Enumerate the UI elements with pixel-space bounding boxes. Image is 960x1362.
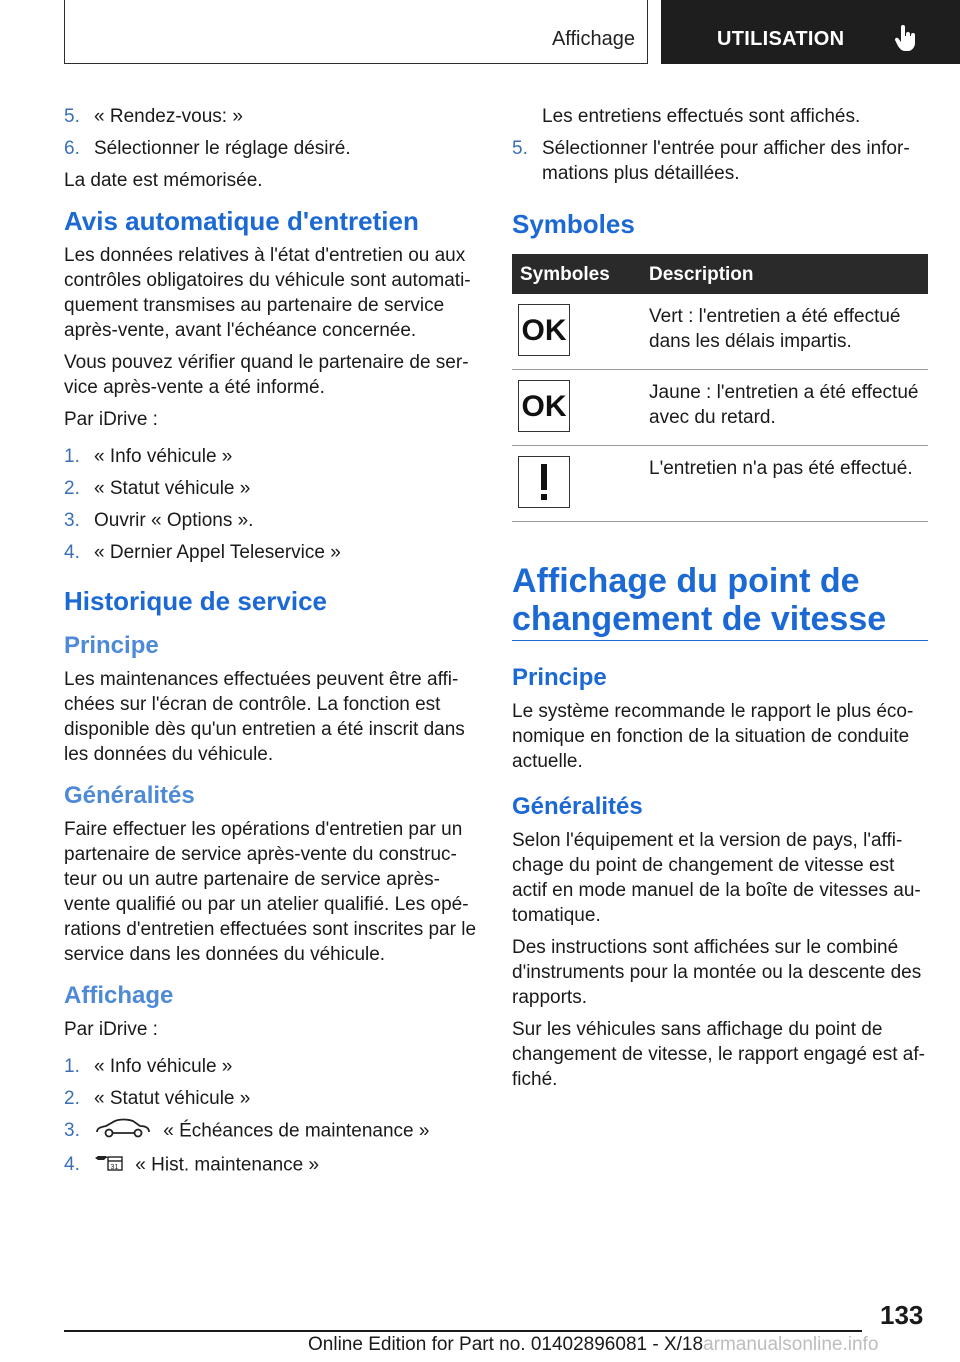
service-history-icon	[94, 1152, 124, 1179]
step-text: « Hist. maintenance »	[135, 1154, 320, 1176]
ok-icon: OK	[518, 380, 570, 432]
hand-pointer-icon	[895, 24, 917, 57]
step-number: 4.	[64, 542, 80, 563]
step-number: 1.	[64, 446, 80, 467]
list-item	[64, 1054, 476, 1079]
left-column	[64, 104, 476, 1186]
step-text: « Info véhicule »	[94, 1056, 233, 1077]
step-number: 3.	[64, 510, 80, 531]
paragraph: La date est mémorisée.	[64, 170, 263, 191]
heading-symbols: Symboles	[512, 209, 635, 239]
list-item	[64, 1152, 476, 1179]
paragraph: Les données relatives à l'état d'entretien ou aux contrôles obligatoires du véhicule sont automatiquement transmises au partenaire de service après-vente, avant l'échéance concernée.	[64, 245, 471, 341]
paragraph: Le système recommande le rapport le plus économique en fonction de la situation de conduite actuelle.	[512, 701, 914, 772]
table-row	[512, 446, 928, 522]
right-column	[512, 104, 928, 1099]
chapter-tab	[661, 0, 960, 64]
column-header: Description	[641, 254, 928, 294]
paragraph: Vous pouvez vérifier quand le partenaire de service après-vente a été informé.	[64, 352, 469, 398]
step-text: Sélectionner l'entrée pour afficher des informations plus détaillées.	[542, 138, 910, 184]
list-item	[64, 1086, 476, 1111]
chapter-title: UTILISATION	[717, 28, 845, 50]
paragraph: Sur les véhicules sans affichage du point de changement de vitesse, le rapport engagé est affiché.	[512, 1019, 925, 1090]
list-item	[64, 540, 476, 565]
list-item	[512, 136, 928, 186]
step-text: « Info véhicule »	[94, 446, 233, 467]
step-text: « Rendez-vous: »	[94, 106, 243, 127]
paragraph: Par iDrive :	[64, 409, 158, 430]
description-cell: Jaune : l'entretien a été effectué avec du retard.	[641, 370, 928, 446]
table-row	[512, 294, 928, 370]
step-number: 2.	[64, 1088, 80, 1109]
description-cell: Vert : l'entretien a été effectué dans les délais impartis.	[641, 294, 928, 370]
step-text: « Statut véhicule »	[94, 1088, 251, 1109]
step-number: 2.	[64, 478, 80, 499]
list-item	[64, 508, 476, 533]
symbol-cell	[512, 370, 641, 446]
step-text: « Dernier Appel Teleservice »	[94, 542, 341, 563]
list-item	[64, 136, 476, 161]
svg-text:31: 31	[110, 1164, 119, 1171]
paragraph: Par iDrive :	[64, 1019, 158, 1040]
heading-general: Généralités	[512, 793, 643, 820]
heading-principle: Principe	[512, 664, 607, 691]
list-item	[64, 1118, 476, 1145]
description-cell: L'entretien n'a pas été effectué.	[641, 446, 928, 522]
car-icon	[94, 1118, 152, 1145]
step-text: « Échéances de maintenance »	[163, 1120, 430, 1142]
section-title: Affichage	[551, 28, 635, 50]
footer-edition	[308, 1334, 878, 1356]
list-item	[64, 476, 476, 501]
symbol-cell	[512, 446, 641, 522]
paragraph: Des instructions sont affichées sur le combiné d'instruments pour la montée ou la descente des rapports.	[512, 937, 922, 1008]
footer-divider	[64, 1330, 862, 1332]
step-text: « Statut véhicule »	[94, 478, 251, 499]
heading-auto-service: Avis automatique d'entretien	[64, 206, 419, 236]
list-item	[64, 104, 476, 129]
table-row	[512, 370, 928, 446]
watermark: armanualsonline.info	[703, 1334, 879, 1355]
table-header-row	[512, 254, 928, 294]
step-number: 1.	[64, 1056, 80, 1077]
step-text: Sélectionner le réglage désiré.	[94, 138, 351, 159]
list-item	[64, 444, 476, 469]
column-header: Symboles	[512, 254, 641, 294]
heading-shift-point: Affichage du point de changement de vitesse	[512, 562, 928, 641]
exclamation-icon	[518, 456, 570, 508]
symbols-table	[512, 254, 928, 522]
step-text: Ouvrir « Options ».	[94, 510, 254, 531]
page-number: 133	[880, 1300, 924, 1330]
heading-general: Généralités	[64, 782, 195, 809]
paragraph: Les maintenances effectuées peuvent être affichées sur l'écran de contrôle. La fonction est disponible dès qu'un entretien a été inscrit dans les données du véhicule.	[64, 669, 465, 765]
symbol-cell	[512, 294, 641, 370]
step-number: 4.	[64, 1154, 80, 1175]
list-item	[512, 104, 928, 129]
heading-service-history: Historique de service	[64, 586, 327, 616]
step-number: 5.	[64, 106, 80, 127]
step-number: 3.	[64, 1120, 80, 1141]
paragraph: Les entretiens effectués sont affichés.	[542, 106, 861, 127]
paragraph: Selon l'équipement et la version de pays, l'affichage du point de changement de vitesse est actif en mode manuel de la boîte de vitesses automatique.	[512, 830, 921, 926]
step-number: 6.	[64, 138, 80, 159]
heading-principle: Principe	[64, 632, 159, 659]
heading-display: Affichage	[64, 982, 174, 1009]
paragraph: Faire effectuer les opérations d'entretien par un partenaire de service après-vente du constructeur ou un autre partenaire de service après-vente qualifié ou par un atelier qualifié. Les opérations d'entretien effectuées sont inscrites par le service dans les données du véhicule.	[64, 819, 477, 965]
step-number: 5.	[512, 138, 528, 159]
edition-text: Online Edition for Part no. 01402896081 - X/18	[308, 1334, 704, 1355]
ok-icon: OK	[518, 304, 570, 356]
